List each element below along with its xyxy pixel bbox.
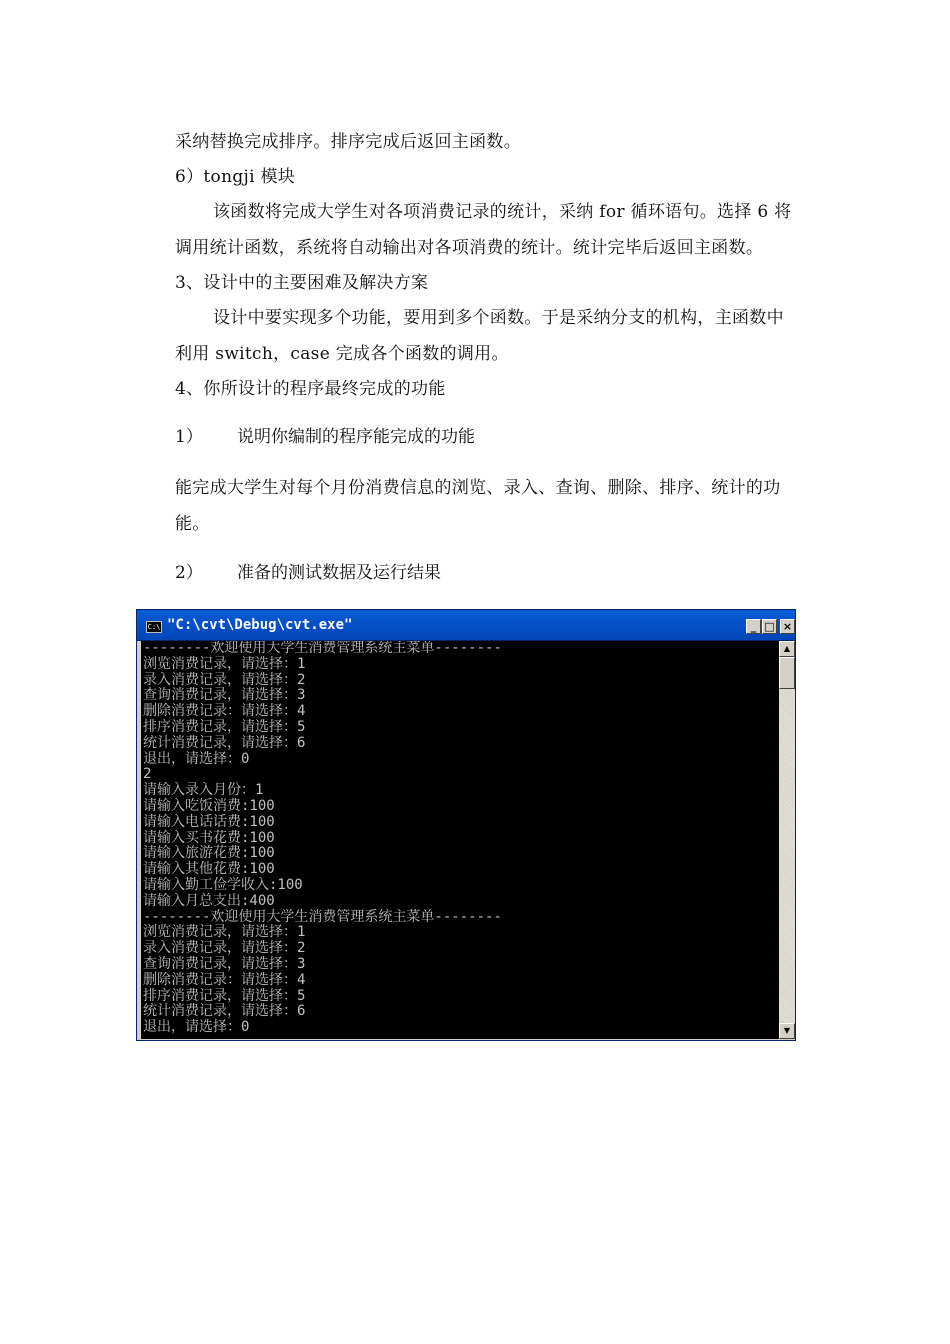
console-line: 录入消费记录，请选择：2	[143, 940, 306, 957]
console-line: 请输入勤工俭学收入:100	[143, 877, 303, 893]
section-heading-difficulties: 3、设计中的主要困难及解决方案	[175, 273, 429, 293]
list-item-1-number: 1）	[175, 427, 203, 447]
console-line: 浏览消费记录，请选择：1	[143, 924, 306, 941]
console-line: 请输入买书花费:100	[143, 829, 275, 846]
console-line: 请输入录入月份：1	[143, 782, 264, 799]
console-line: 录入消费记录，请选择：2	[143, 671, 306, 688]
close-button[interactable]: ×	[780, 619, 795, 634]
console-window	[136, 609, 796, 1041]
console-line: 统计消费记录，请选择：6	[143, 1003, 306, 1020]
console-line: 查询消费记录，请选择：3	[143, 687, 306, 704]
console-app-icon: C:\	[147, 623, 161, 631]
functions-paragraph-line-1: 能完成大学生对每个月份消费信息的浏览、录入、查询、删除、排序、统计的功	[175, 478, 781, 498]
console-line: 请输入其他花费:100	[143, 861, 275, 878]
body-line-3: 该函数将完成大学生对各项消费记录的统计，采纳 for 循环语句。选择 6 将	[213, 202, 792, 222]
list-item-2	[175, 562, 441, 584]
scroll-up-button[interactable]: ▲	[779, 641, 795, 657]
console-line: 删除消费记录：请选择：4	[143, 703, 306, 720]
console-titlebar[interactable]	[137, 610, 795, 641]
console-line: 请输入电话话费:100	[143, 813, 275, 830]
console-line: 退出，请选择：0	[143, 750, 250, 767]
scroll-down-button[interactable]: ▼	[779, 1023, 795, 1039]
minimize-button[interactable]: _	[746, 619, 761, 634]
console-line: 删除消费记录：请选择：4	[143, 971, 306, 988]
body-line-1: 采纳替换完成排序。排序完成后返回主函数。	[175, 132, 521, 152]
scroll-thumb[interactable]	[779, 657, 795, 689]
console-line: 请输入旅游花费:100	[143, 845, 275, 862]
console-line: 请输入月总支出:400	[143, 892, 275, 909]
list-item-2-number: 2）	[175, 563, 203, 583]
console-line: --------欢迎使用大学生消费管理系统主菜单--------	[143, 641, 502, 656]
console-line: 查询消费记录，请选择：3	[143, 956, 306, 972]
console-output[interactable]	[141, 641, 779, 1039]
console-line: 请输入吃饭消费:100	[143, 798, 275, 814]
console-line: 排序消费记录，请选择：5	[143, 987, 306, 1004]
console-line: 排序消费记录，请选择：5	[143, 719, 306, 735]
list-item-1-text: 说明你编制的程序能完成的功能	[237, 427, 475, 447]
console-line: --------欢迎使用大学生消费管理系统主菜单--------	[143, 908, 502, 925]
console-line: 浏览消费记录，请选择：1	[143, 655, 306, 672]
section-heading-tongji: 6）tongji 模块	[175, 167, 296, 187]
body-line-4: 调用统计函数，系统将自动输出对各项消费的统计。统计完毕后返回主函数。	[175, 238, 764, 258]
vertical-scrollbar[interactable]	[779, 641, 795, 1039]
console-title: "C:\cvt\Debug\cvt.exe"	[167, 617, 353, 633]
section-heading-functions: 4、你所设计的程序最终完成的功能	[175, 379, 446, 399]
list-item-1	[175, 426, 475, 448]
body-line-6: 设计中要实现多个功能，要用到多个函数。于是采纳分支的机构，主函数中	[213, 308, 784, 328]
maximize-button[interactable]: □	[762, 619, 777, 634]
console-line: 退出，请选择：0	[143, 1019, 250, 1036]
console-line: 2	[143, 766, 152, 783]
functions-paragraph-line-2: 能。	[175, 514, 210, 534]
console-line: 统计消费记录，请选择：6	[143, 734, 306, 751]
body-line-7: 利用 switch，case 完成各个函数的调用。	[175, 344, 509, 364]
list-item-2-text: 准备的测试数据及运行结果	[237, 563, 441, 583]
